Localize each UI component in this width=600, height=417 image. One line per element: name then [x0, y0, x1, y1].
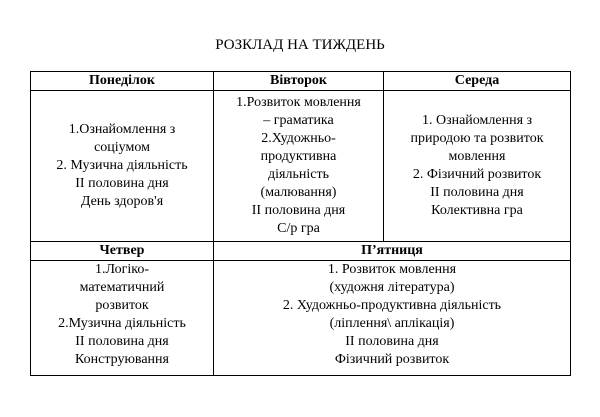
- activity-line: II половина дня: [75, 176, 169, 191]
- activity-line: (художня література): [329, 280, 455, 295]
- header-row-1: [31, 72, 571, 91]
- activity-line: 2. Художньо-продуктивна діяльність: [282, 298, 502, 313]
- monday-activities: [31, 91, 214, 242]
- activity-line: соціумом: [94, 140, 150, 155]
- activity-line: математичний: [79, 280, 165, 295]
- tuesday-activities: [214, 91, 384, 242]
- header-monday: Понеділок: [31, 72, 214, 91]
- activity-line: 2. Музична діяльність: [56, 158, 188, 173]
- activity-line: природою та розвиток: [410, 131, 544, 146]
- thursday-activities: [31, 261, 214, 376]
- activity-line: розвиток: [95, 298, 149, 313]
- activity-line: 2.Художньо-: [261, 131, 336, 146]
- header-thursday: Четвер: [31, 242, 214, 261]
- activity-line: (ліплення\ аплікація): [329, 316, 455, 331]
- activity-line: День здоров'я: [80, 194, 164, 209]
- page-title: РОЗКЛАД НА ТИЖДЕНЬ: [215, 37, 385, 53]
- activity-line: 2. Фізичний розвиток: [412, 167, 542, 182]
- activity-line: II половина дня: [75, 334, 169, 349]
- header-friday: П’ятниця: [214, 242, 571, 261]
- activity-line: (малювання): [260, 185, 337, 200]
- activity-line: діяльність: [268, 167, 329, 182]
- activity-line: II половина дня: [345, 334, 439, 349]
- wednesday-activities: [384, 91, 571, 242]
- activity-line: продуктивна: [260, 149, 337, 164]
- activity-line: 2.Музична діяльність: [58, 316, 186, 331]
- activity-line: 1.Ознайомлення з: [68, 122, 176, 137]
- header-row-2: [31, 242, 571, 261]
- activity-line: Колективна гра: [431, 203, 523, 218]
- header-wednesday: Середа: [384, 72, 571, 91]
- activity-line: С/р гра: [277, 221, 320, 236]
- activity-line: Фізичний розвиток: [334, 352, 450, 367]
- activity-line: II половина дня: [430, 185, 524, 200]
- activities-row-1: [31, 91, 571, 242]
- activity-line: 1.Розвиток мовлення: [236, 95, 361, 110]
- schedule-table: [30, 71, 571, 376]
- activity-line: II половина дня: [251, 203, 346, 218]
- header-tuesday: Вівторок: [214, 72, 384, 91]
- friday-activities: [214, 261, 571, 376]
- activity-line: 1. Розвиток мовлення: [327, 262, 457, 277]
- activities-row-2: [31, 261, 571, 376]
- activity-line: Конструювання: [75, 352, 169, 367]
- activity-line: – граматика: [263, 113, 334, 128]
- activity-line: 1. Ознайомлення з: [421, 113, 533, 128]
- activity-line: мовлення: [448, 149, 506, 164]
- activity-line: 1.Логіко-: [94, 262, 150, 277]
